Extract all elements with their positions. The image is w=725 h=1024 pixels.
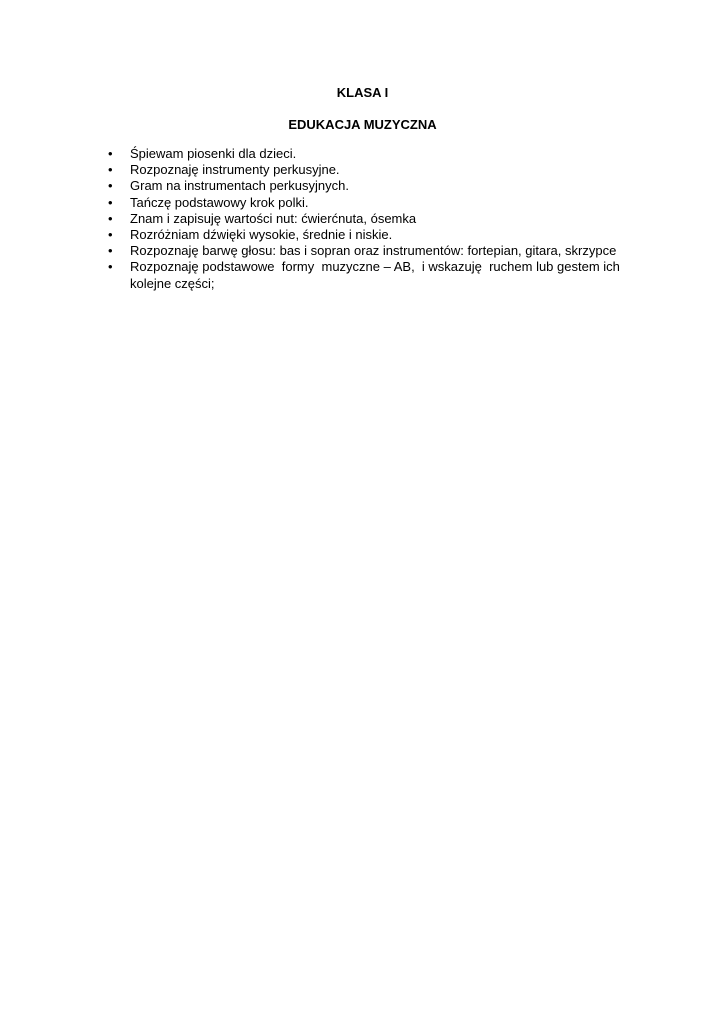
bullet-icon: •: [108, 227, 113, 243]
list-item: [106, 259, 646, 291]
list-item-text: Rozpoznaję podstawowe formy muzyczne – AB, i wskazuję ruchem lub gestem ich kolejne części;: [130, 259, 624, 291]
subject-title: EDUKACJA MUZYCZNA: [288, 117, 437, 132]
list-item-text: Rozróżniam dźwięki wysokie, średnie i niskie.: [130, 227, 393, 243]
skills-list: [106, 146, 646, 292]
list-item: [106, 162, 646, 178]
list-item-text: Rozpoznaję instrumenty perkusyjne.: [130, 162, 340, 178]
list-item-text: Gram na instrumentach perkusyjnych.: [130, 178, 349, 194]
list-item: [106, 195, 646, 211]
list-item: [106, 178, 646, 194]
list-item-text: Znam i zapisuję wartości nut: ćwierćnuta, ósemka: [130, 210, 417, 226]
bullet-icon: •: [108, 243, 113, 259]
list-item: [106, 243, 646, 259]
list-item-text: Tańczę podstawowy krok polki.: [130, 194, 309, 210]
list-item: [106, 211, 646, 227]
list-item-text: Rozpoznaję barwę głosu: bas i sopran oraz instrumentów: fortepian, gitara, skrzypce: [130, 243, 617, 259]
bullet-icon: •: [108, 146, 113, 161]
list-item-text: Śpiewam piosenki dla dzieci.: [130, 146, 297, 161]
bullet-icon: •: [108, 162, 113, 178]
bullet-icon: •: [108, 178, 113, 194]
bullet-icon: •: [108, 210, 113, 226]
class-title: KLASA I: [336, 85, 389, 100]
bullet-icon: •: [108, 259, 113, 275]
bullet-icon: •: [108, 194, 113, 210]
list-item: [106, 146, 646, 162]
list-item: [106, 227, 646, 243]
